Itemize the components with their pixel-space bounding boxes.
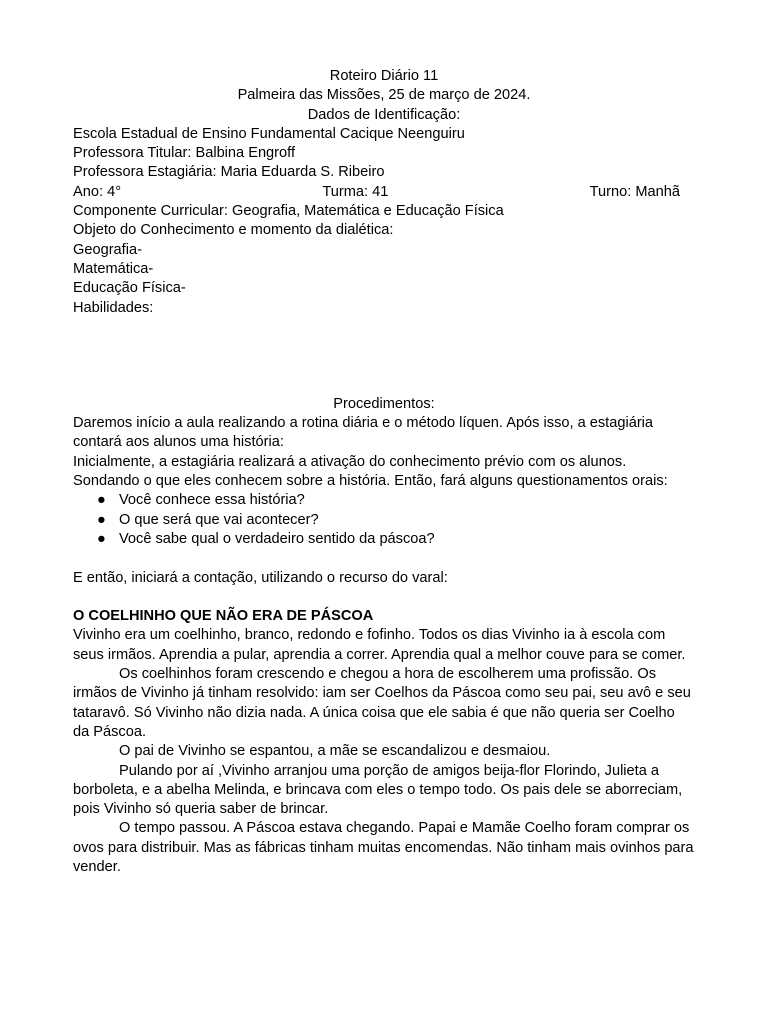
story-title: O COELHINHO QUE NÃO ERA DE PÁSCOA	[73, 608, 374, 625]
story-paragraph: O tempo passou. A Páscoa estava chegando. Papai e Mamãe Coelho foram comprar os ovos para distribuir. Mas as fábricas tinham muitas encomendas. Não tinham mais ovinhos para vender.	[73, 820, 694, 875]
bullet-icon: ●	[97, 511, 106, 528]
document-title: Roteiro Diário 11	[329, 68, 439, 84]
identification-heading: Dados de Identificação:	[307, 106, 461, 123]
bullet-icon: ●	[97, 530, 106, 547]
math-item: Matemática-	[73, 260, 154, 277]
document-page	[73, 67, 695, 877]
geography-item: Geografia-	[73, 241, 142, 258]
list-item	[95, 511, 695, 530]
story-paragraph: Os coelhinhos foram crescendo e chegou a hora de escolherem uma profissão. Os irmãos de Vivinho já tinham resolvido: iam ser Coelhos da Páscoa como seu pai, seu avô e seu tataravô. Só Vivinho não dizia nada. A única coisa que ele sabia é que não queria ser Coelho da Páscoa.	[73, 666, 691, 740]
year-label: Ano: 4°	[73, 183, 122, 200]
question-text: O que será que vai acontecer?	[119, 511, 319, 528]
question-list	[73, 491, 695, 549]
story-paragraph: O pai de Vivinho se espantou, a mãe se escandalizou e desmaiou.	[119, 743, 551, 760]
class-info-row	[73, 183, 680, 202]
school-name: Escola Estadual de Ensino Fundamental Cacique Neenguiru	[73, 125, 465, 142]
blank-line	[73, 588, 695, 607]
list-item	[95, 491, 695, 510]
intern-name: Professora Estagiária: Maria Eduarda S. Ribeiro	[73, 164, 385, 181]
question-text: Você sabe qual o verdadeiro sentido da páscoa?	[119, 530, 435, 547]
curricular-component: Componente Curricular: Geografia, Matemática e Educação Física	[73, 203, 504, 220]
story-paragraph: Vivinho era um coelhinho, branco, redondo e fofinho. Todos os dias Vivinho ia à escola com seus irmãos. Aprendia a pular, aprendia a correr. Aprendia qual a melhor couve para se comer.	[73, 627, 686, 663]
blank-space	[73, 318, 695, 395]
procedures-paragraph-2: Inicialmente, a estagiária realizará a ativação do conhecimento prévio com os alunos. Sondando o que eles conhecem sobre a história. Então, fará alguns questionamentos orais:	[73, 453, 668, 490]
class-label: Turma: 41	[322, 183, 389, 200]
knowledge-object: Objeto do Conhecimento e momento da dialética:	[73, 222, 394, 239]
place-date: Palmeira das Missões, 25 de março de 2024.	[237, 87, 531, 104]
procedures-heading: Procedimentos:	[333, 395, 435, 412]
question-text: Você conhece essa história?	[119, 492, 305, 509]
shift-label: Turno: Manhã	[589, 183, 680, 200]
blank-line	[73, 549, 695, 568]
procedures-paragraph-3: E então, iniciará a contação, utilizando o recurso do varal:	[73, 569, 448, 586]
story-paragraph: Pulando por aí ,Vivinho arranjou uma porção de amigos beija-flor Florindo, Julieta a borboleta, e a abelha Melinda, e brincava com eles o tempo todo. Os pais dele se aborreciam, pois Vivinho só queria saber de brincar.	[73, 762, 683, 818]
bullet-icon: ●	[97, 492, 106, 509]
list-item	[95, 530, 695, 549]
pe-item: Educação Física-	[73, 280, 186, 297]
skills-label: Habilidades:	[73, 299, 154, 316]
teacher-name: Professora Titular: Balbina Engroff	[73, 145, 295, 162]
procedures-paragraph-1: Daremos início a aula realizando a rotina diária e o método líquen. Após isso, a estagiária contará aos alunos uma história:	[73, 415, 654, 451]
